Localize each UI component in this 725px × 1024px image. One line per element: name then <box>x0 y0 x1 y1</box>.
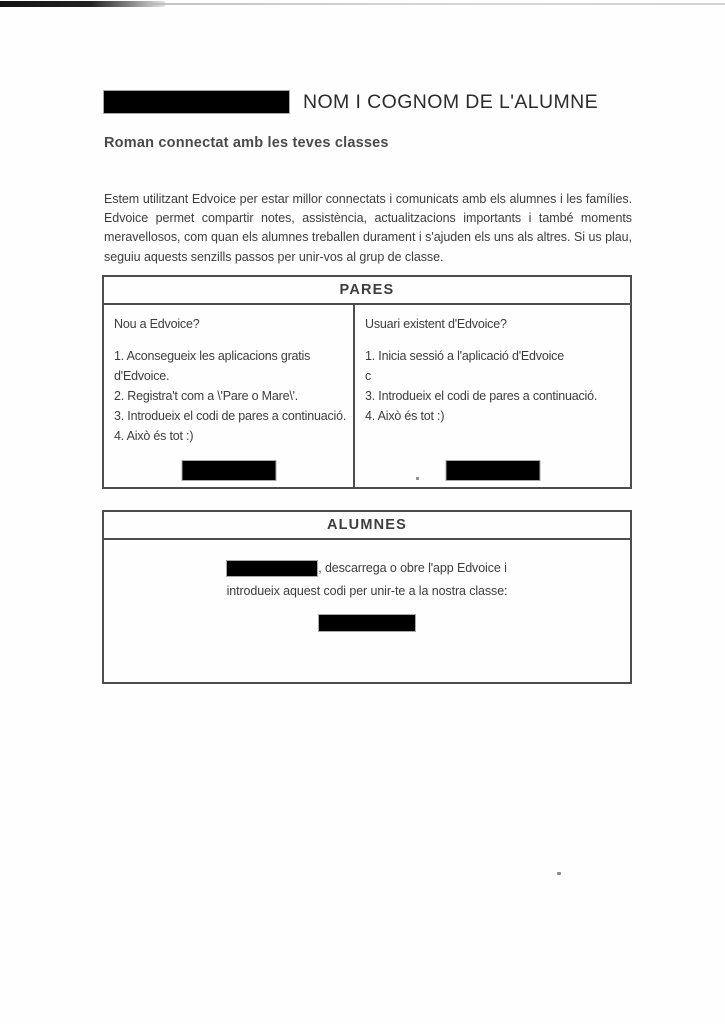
alumnes-table <box>102 510 632 684</box>
intro-paragraph: Estem utilitzant Edvoice per estar millor connectats i comunicats amb els alumnes i les famílies. Edvoice permet compartir notes, assistència, actualitzacions importants i també moments meravellosos, com quan els alumnes treballen durament i s'ajuden els uns als altres. Si us plau, seguiu aquests senzills passos per unir-vos al grup de classe. <box>104 191 632 264</box>
existing-user-steps <box>365 346 624 426</box>
existing-user-step: 1. Inicia sessió a l'aplicació d'Edvoice <box>365 349 564 363</box>
new-user-step: 1. Aconsegueix les aplicacions gratis d'Edvoice. <box>114 349 311 383</box>
alumnes-table-body <box>104 540 630 682</box>
class-code-redaction-box <box>319 615 415 631</box>
pares-new-user-cell <box>104 305 355 487</box>
existing-user-step: 3. Introdueix el codi de pares a continuació. <box>365 389 598 403</box>
existing-user-question: Usuari existent d'Edvoice? <box>365 317 507 331</box>
alumnes-instruction-line2: introdueix aquest codi per unir-te a la nostra classe: <box>226 584 508 598</box>
parent-code-redaction-box-new <box>182 461 275 480</box>
new-user-step: 4. Això és tot :) <box>114 429 194 443</box>
scan-speck <box>416 477 419 480</box>
existing-user-step: 4. Això és tot :) <box>365 409 445 423</box>
pares-table-header: PARES <box>104 277 630 305</box>
new-user-question: Nou a Edvoice? <box>114 317 200 331</box>
new-user-step: 3. Introdueix el codi de pares a continuació. <box>114 409 347 423</box>
document-heading: Roman connectat amb les teves classes <box>104 135 389 151</box>
page-title: NOM I COGNOM DE L'ALUMNE <box>303 91 599 113</box>
new-user-step: 2. Registra't com a \'Pare o Mare\'. <box>114 389 299 403</box>
student-app-redaction-box <box>227 561 317 576</box>
pares-existing-user-cell <box>355 305 630 487</box>
alumnes-line1-text: , descarrega o obre l'app Edvoice i <box>318 561 507 575</box>
new-user-steps <box>114 346 347 446</box>
alumnes-instruction-line1 <box>104 558 630 578</box>
student-name-redaction-box <box>104 91 289 113</box>
scan-edge-line <box>150 3 725 5</box>
pares-table-body <box>104 305 630 487</box>
pares-table <box>102 275 632 489</box>
scan-edge-artifact <box>0 1 165 7</box>
alumnes-table-header: ALUMNES <box>104 512 630 540</box>
parent-code-redaction-box-existing <box>446 461 539 480</box>
scan-speck <box>557 872 561 875</box>
title-row <box>104 91 598 114</box>
existing-user-step: c <box>365 369 372 383</box>
